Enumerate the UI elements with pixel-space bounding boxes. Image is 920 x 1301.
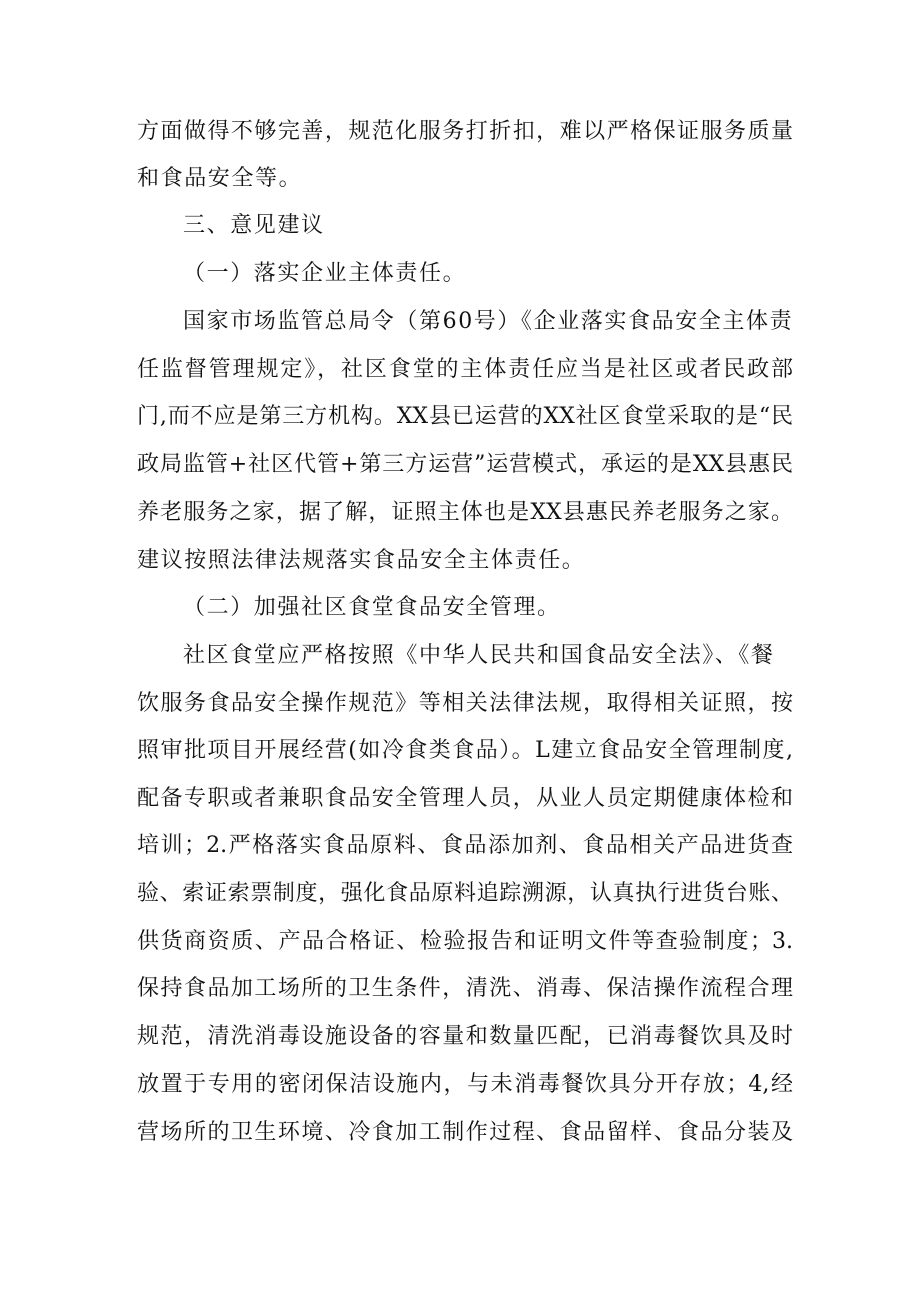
- text-line: 放置于专用的密闭保洁设施内，与未消毒餐饮具分开存放；4,经: [137, 1072, 793, 1097]
- text-line: 照审批项目开展经营(如冷食类食品）。L建立食品安全管理制度,: [137, 738, 793, 763]
- text-line: 社区食堂应严格按照《中华人民共和国食品安全法》、《餐: [183, 643, 775, 668]
- text-line: 建议按照法律法规落实食品安全主体责任。: [137, 548, 586, 573]
- text-line: 营场所的卫生环境、冷食加工制作过程、食品留样、食品分装及: [137, 1120, 793, 1145]
- text-line: 政局监管+社区代管+第三方运营”运营模式，承运的是XX县惠民: [137, 452, 793, 477]
- subsection-heading: （一）落实企业主体责任。: [183, 261, 467, 286]
- text-line: 任监督管理规定》，社区食堂的主体责任应当是社区或者民政部: [137, 357, 793, 382]
- text-line: 门,而不应是第三方机构。XX县已运营的XX社区食堂采取的是“民: [137, 404, 793, 429]
- text-line: 供货商资质、产品合格证、检验报告和证明文件等查验制度；3.: [137, 929, 793, 954]
- text-line: 饮服务食品安全操作规范》等相关法律法规，取得相关证照，按: [137, 691, 793, 716]
- text-line: 规范，清洗消毒设施设备的容量和数量匹配，已消毒餐饮具及时: [137, 1024, 793, 1049]
- text-line: 和食品安全等。: [137, 166, 303, 191]
- text-line: 方面做得不够完善，规范化服务打折扣，难以严格保证服务质量: [137, 119, 793, 144]
- text-line: 培训；2.严格落实食品原料、食品添加剂、食品相关产品进货查: [137, 833, 793, 858]
- section-heading: 三、意见建议: [183, 213, 325, 238]
- text-line: 养老服务之家，据了解，证照主体也是XX县惠民养老服务之家。: [137, 500, 793, 525]
- text-line: 验、索证索票制度，强化食品原料追踪溯源，认真执行进货台账、: [137, 881, 793, 906]
- text-line: 配备专职或者兼职食品安全管理人员，从业人员定期健康体检和: [137, 786, 793, 811]
- text-line: 国家市场监管总局令（第60号）《企业落实食品安全主体责: [183, 309, 794, 334]
- text-line: 保持食品加工场所的卫生条件，清洗、消毒、保洁操作流程合理: [137, 976, 793, 1001]
- subsection-heading: （二）加强社区食堂食品安全管理。: [183, 595, 561, 620]
